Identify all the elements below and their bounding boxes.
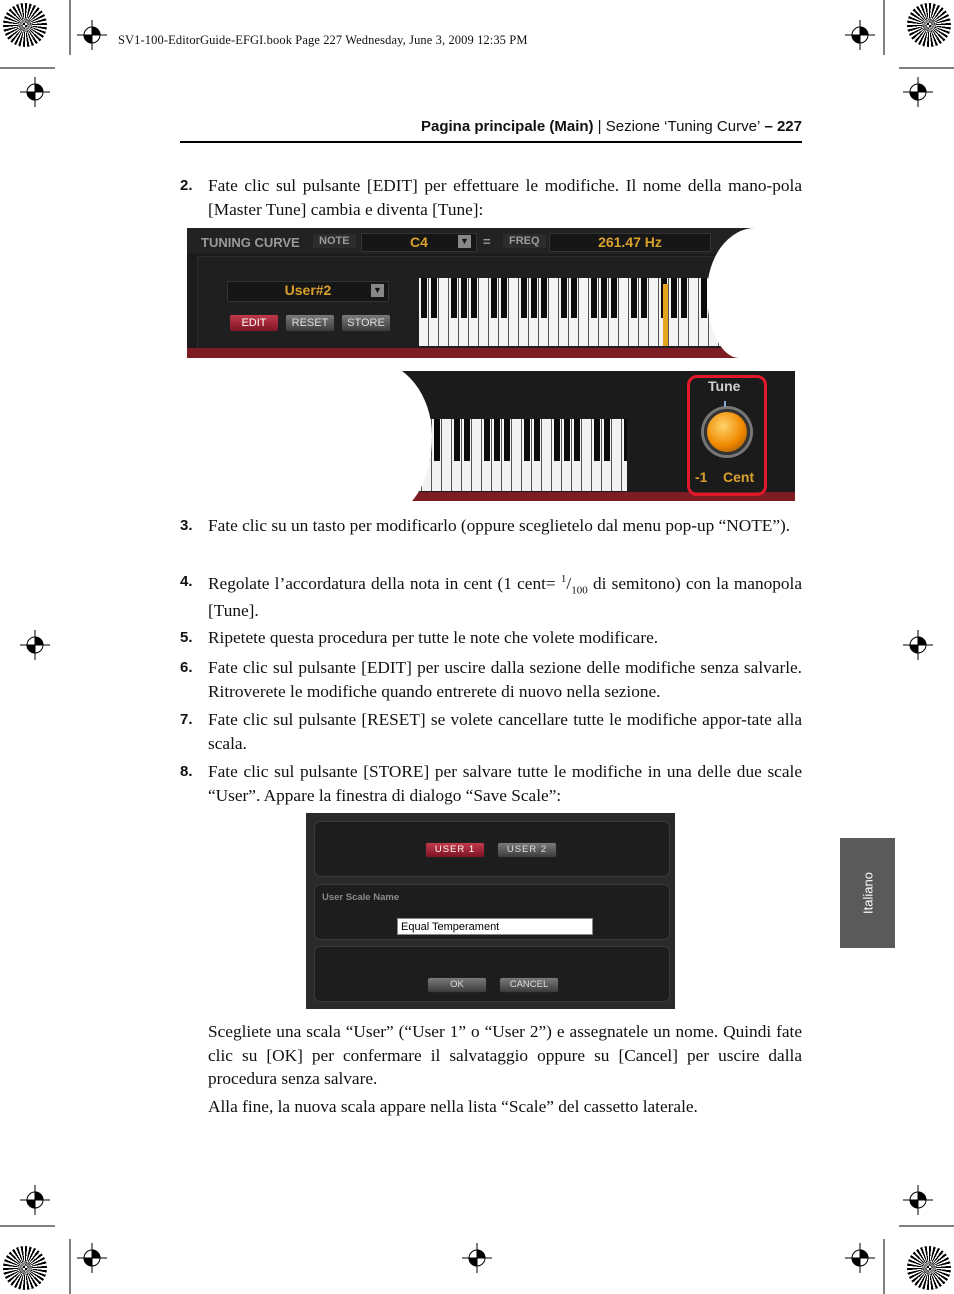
running-head-sep: | xyxy=(593,118,606,135)
page-number: 227 xyxy=(776,118,802,135)
tune-knob-panel xyxy=(362,371,795,501)
step-text: Ripetete questa procedura per tutte le note che volete modificare. xyxy=(208,628,659,647)
fraction-numerator: 1 xyxy=(560,573,567,586)
step-number: 5. xyxy=(180,629,193,646)
note-value: C4 xyxy=(410,234,428,250)
panel-title: TUNING CURVE xyxy=(201,235,300,250)
scale-value: User#2 xyxy=(284,282,332,298)
scale-name-input[interactable] xyxy=(397,918,593,935)
dialog-name-section xyxy=(314,884,670,940)
paragraph-choose-scale: Scegliete una scala “User” (“User 1” o “User 2”) e assegnatele un nome. Quindi fate clic su [OK] per confermare il salvataggio oppure su [Cancel] per uscire dalla procedura senza salvare. xyxy=(208,1022,802,1088)
running-head-section: Sezione ‘Tuning Curve’ xyxy=(605,118,761,135)
registration-mark-icon xyxy=(77,1243,107,1273)
language-tab-label: Italiano xyxy=(860,872,875,914)
save-scale-dialog xyxy=(306,813,675,1009)
step-number: 3. xyxy=(180,517,193,534)
step-text-post: di semitono) con la manopola [Tune]. xyxy=(208,574,803,620)
tune-knob[interactable] xyxy=(704,409,750,455)
step-2 xyxy=(180,174,802,221)
step-number: 8. xyxy=(180,763,193,780)
step-number: 7. xyxy=(180,711,193,728)
reset-button[interactable]: RESET xyxy=(285,314,335,332)
running-head xyxy=(180,118,802,135)
registration-mark-icon xyxy=(77,20,107,50)
store-button[interactable]: STORE xyxy=(341,314,391,332)
registration-mark-icon xyxy=(845,1243,875,1273)
step-7 xyxy=(180,708,802,755)
running-head-dash: – xyxy=(760,118,777,135)
selected-key[interactable] xyxy=(663,284,668,346)
tune-value: -1 xyxy=(695,469,708,485)
ok-button[interactable]: OK xyxy=(427,977,487,993)
user-2-button[interactable]: USER 2 xyxy=(497,842,557,858)
registration-mark-icon xyxy=(845,20,875,50)
step-8 xyxy=(180,760,802,807)
fraction-slash: / xyxy=(566,574,572,593)
scale-name-label: User Scale Name xyxy=(322,892,400,903)
step-4 xyxy=(180,570,802,624)
registration-mark-icon xyxy=(20,630,50,660)
step-text: Fate clic su un tasto per modificarlo (oppure sceglietelo dal menu pop-up “NOTE”). xyxy=(208,516,791,535)
step-text-pre: Regolate l’accordatura della nota in cent (1 cent= xyxy=(208,574,561,593)
registration-mark-icon xyxy=(903,77,933,107)
step-text: Fate clic sul pulsante [STORE] per salvare tutte le modifiche in una delle due scale “User”. Appare la finestra di dialogo “Save Scale”: xyxy=(208,762,802,805)
paragraph-scale-list: Alla fine, la nuova scala appare nella lista “Scale” del cassetto laterale. xyxy=(208,1097,698,1116)
registration-mark-icon xyxy=(20,77,50,107)
dialog-actions-section xyxy=(314,946,670,1002)
step-number: 4. xyxy=(180,573,193,590)
step-6 xyxy=(180,656,802,703)
header-rule xyxy=(180,141,802,143)
book-line: SV1-100-EditorGuide-EFGI.book Page 227 Wednesday, June 3, 2009 12:35 PM xyxy=(118,33,528,47)
freq-label: FREQ xyxy=(503,234,546,248)
step-text: Fate clic sul pulsante [EDIT] per uscire dalla sezione delle modifiche senza salvarle. Ritroverete le modifiche quando entrerete di nuovo nella sezione. xyxy=(208,658,802,701)
tuning-curve-panel xyxy=(187,228,775,358)
step-number: 2. xyxy=(180,177,193,194)
edit-button[interactable]: EDIT xyxy=(229,314,279,332)
step-3 xyxy=(180,514,802,538)
step-5 xyxy=(180,626,802,650)
step-text xyxy=(208,570,802,624)
language-tab xyxy=(840,838,895,948)
step-text: Fate clic sul pulsante [RESET] se volete cancellare tutte le modifiche appor-tate alla scala. xyxy=(208,710,802,753)
dialog-user-section xyxy=(314,821,670,877)
step-number: 6. xyxy=(180,659,193,676)
note-label: NOTE xyxy=(313,234,356,248)
cancel-button[interactable]: CANCEL xyxy=(499,977,559,993)
freq-display: 261.47 Hz xyxy=(549,233,711,252)
step-text: Fate clic sul pulsante [EDIT] per effettuare le modifiche. Il nome della mano-pola [Master Tune] cambia e diventa [Tune]: xyxy=(208,176,802,219)
equals-sign: = xyxy=(483,234,491,249)
scale-select[interactable] xyxy=(227,281,389,302)
registration-mark-icon xyxy=(462,1243,492,1273)
fraction-denominator: 100 xyxy=(571,584,588,597)
running-head-title: Pagina principale (Main) xyxy=(420,118,594,135)
tune-unit: Cent xyxy=(723,469,755,485)
registration-mark-icon xyxy=(903,630,933,660)
user-1-button[interactable]: USER 1 xyxy=(425,842,485,858)
torn-edge xyxy=(362,371,432,501)
dropdown-arrow-icon[interactable]: ▼ xyxy=(458,235,471,248)
tune-label: Tune xyxy=(708,378,741,394)
panel-bottom-bar xyxy=(187,348,775,358)
dropdown-arrow-icon[interactable]: ▼ xyxy=(371,284,384,297)
registration-mark-icon xyxy=(903,1185,933,1215)
tune-indicator xyxy=(724,401,726,407)
registration-mark-icon xyxy=(20,1185,50,1215)
